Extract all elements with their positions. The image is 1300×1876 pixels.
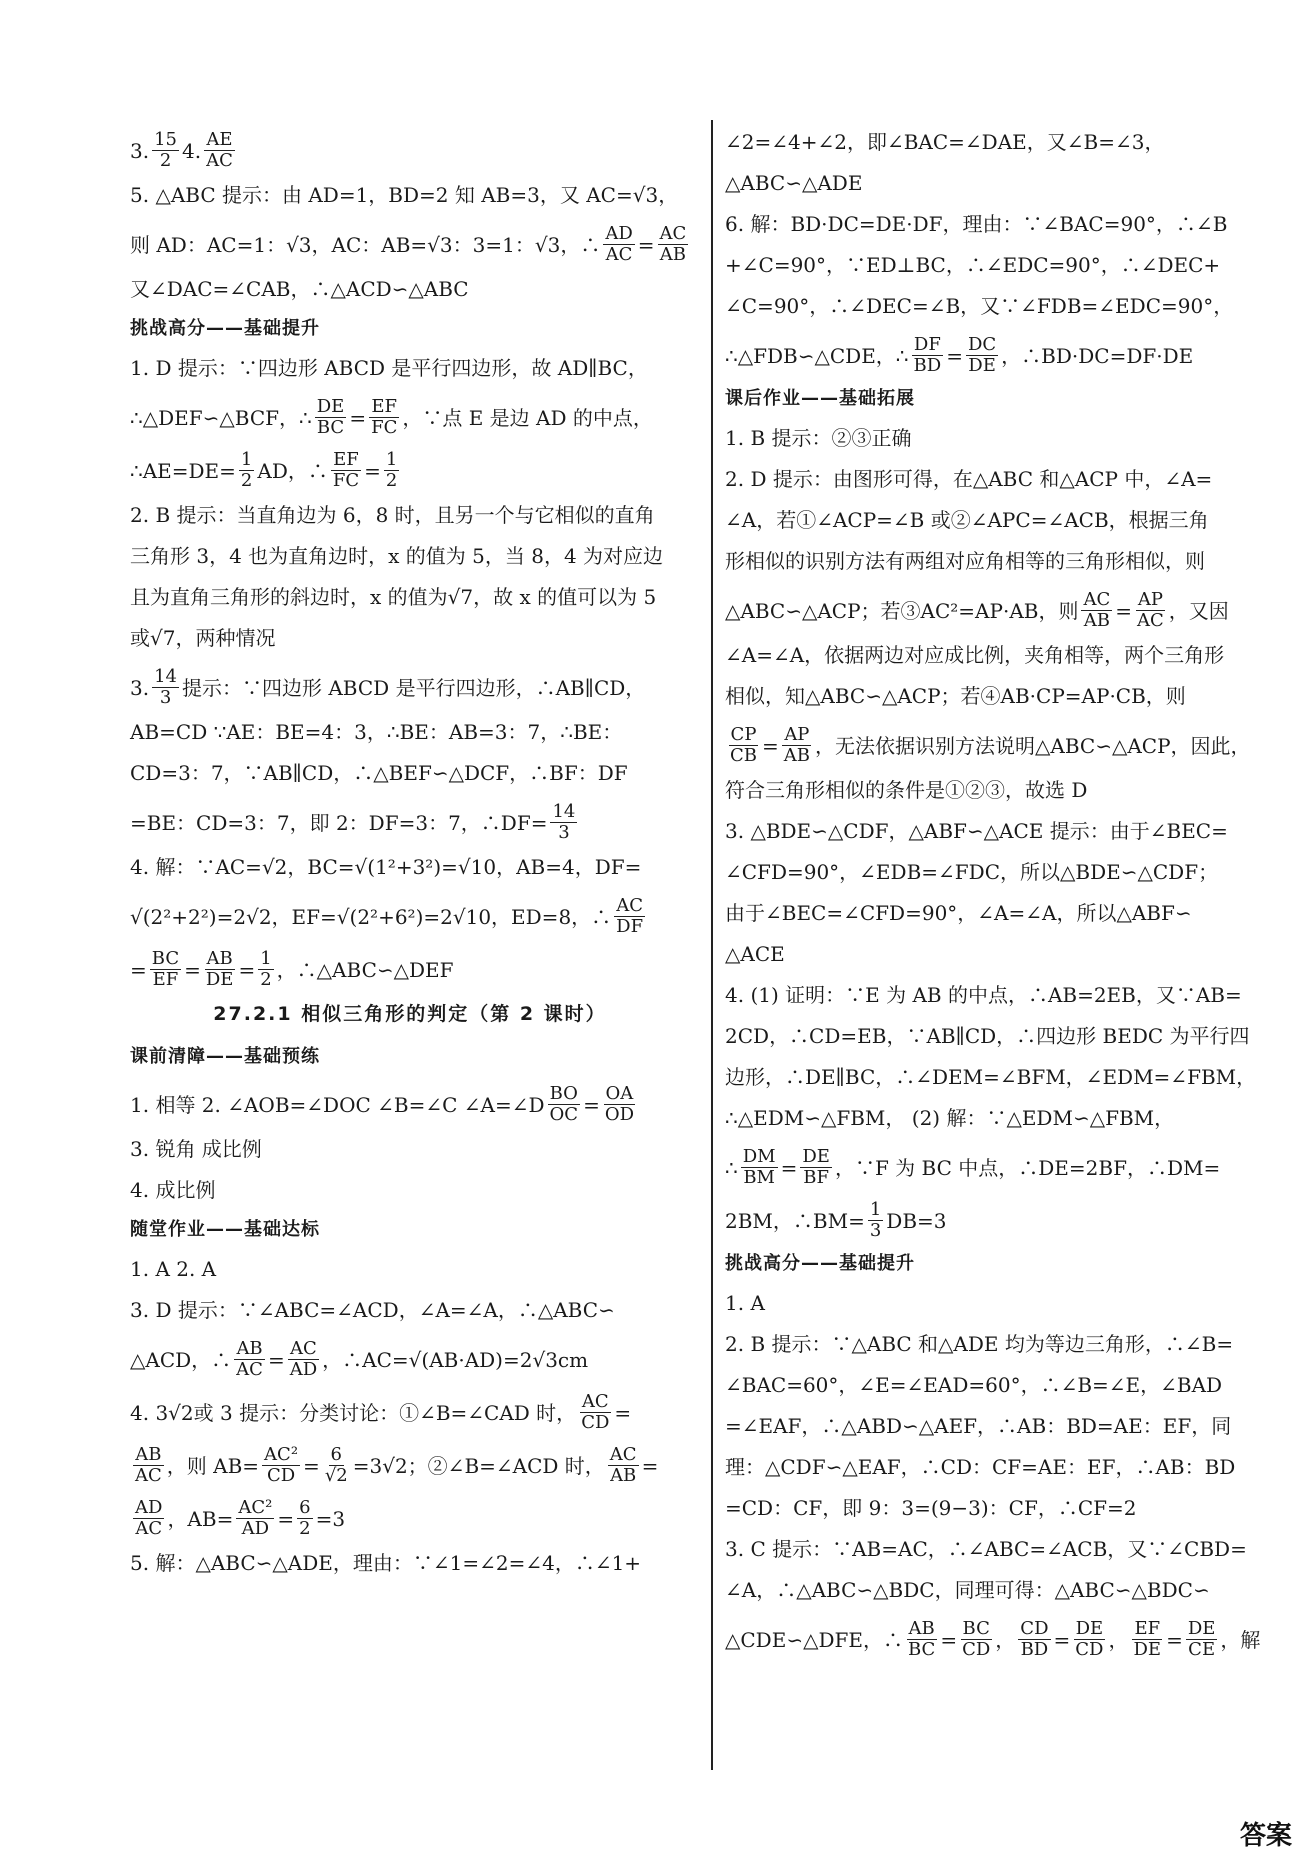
answer-line: 5. △ABC 提示：由 AD=1，BD=2 知 AB=3，又 AC=√3， [130,183,679,207]
answer-line: 三角形 3，4 也为直角边时，x 的值为 5，当 8，4 为对应边 [130,544,664,568]
lesson-title: 27.2.1 相似三角形的判定（第 2 课时） [213,1003,607,1025]
answer-line: AB=CD ∵AE：BE=4：3，∴BE：AB=3：7，∴BE： [130,720,623,744]
answer-line: 1. A [725,1291,765,1315]
answer-line: ∴△EDM∽△FBM， (2) 解：∵△EDM∽△FBM， [725,1106,1175,1130]
answer-line: +∠C=90°，∵ED⊥BC，∴∠EDC=90°，∴∠DEC+ [725,253,1221,277]
column-divider [711,120,713,1770]
answer-line: 1. 相等 2. ∠AOB=∠DOC ∠B=∠C ∠A=∠D $\frac{BO}{OC}$ = $\frac{OA}{OD}$ [130,1083,635,1125]
answer-line: ∠A，若①∠ACP=∠B 或②∠APC=∠ACB，根据三角 [725,508,1209,532]
answer-line: ∠BAC=60°，∠E=∠EAD=60°，∴∠B=∠E，∠BAD [725,1373,1223,1397]
answer-line: 理：△CDF∽△EAF，∴CD：CF=AE：EF，∴AB：BD [725,1455,1236,1479]
answer-line: =∠EAF，∴△ABD∽△AEF，∴AB：BD=AE：EF，同 [725,1414,1232,1438]
answer-line: 4. 解：∵AC=√2，BC=√(1²+3²)=√10，AB=4，DF= [130,855,642,879]
answer-line: 2. D 提示：由图形可得，在△ABC 和△ACP 中，∠A= [725,467,1213,491]
answer-line: 且为直角三角形的斜边时，x 的值为√7，故 x 的值可以为 5 [130,585,657,609]
section-heading: 随堂作业——基础达标 [130,1219,320,1240]
answer-line: 3. △BDE∽△CDF，△ABF∽△ACE 提示：由于∠BEC= [725,819,1228,843]
answer-line: 边形，∴DE∥BC，∴∠DEM=∠BFM，∠EDM=∠FBM， [725,1065,1257,1089]
page-tag: 答案 [1240,1821,1293,1851]
answer-line: 符合三角形相似的条件是①②③，故选 D [725,778,1088,802]
answer-line: 3. 锐角 成比例 [130,1137,262,1161]
answer-line: △ACD，∴ $\frac{AB}{AC}$ = $\frac{AC}{AD}$ ，∴AC=√(AB·AD)=2√3cm [130,1338,589,1380]
answer-line: △ABC∽△ADE [725,171,863,195]
answer-line: $\frac{AB}{AC}$ ，则 AB= $\frac{\text{AC²}}{CD}$ = $\frac{6}{√2}$ =3√2；②∠B=∠ACD 时， $\frac{AC}{AB}$ = [135,1444,659,1486]
answer-line: ∴AE=DE= $\frac{1}{2}$ AD，∴ $\frac{EF}{FC}$ = $\frac{1}{2}$ [130,449,398,491]
answer-line: 1. A 2. A [130,1257,217,1281]
answer-line: 相似，知△ABC∽△ACP；若④AB·CP=AP·CB，则 [725,684,1186,708]
answer-line: 2CD，∴CD=EB，∵AB∥CD，∴四边形 BEDC 为平行四 [725,1024,1250,1048]
answer-line: ∠C=90°，∴∠DEC=∠B，又∵∠FDB=∠EDC=90°， [725,294,1234,318]
answer-line: 1. B 提示：②③正确 [725,426,912,450]
answer-line: CD=3：7，∵AB∥CD，∴△BEF∽△DCF，∴BF：DF [130,761,628,785]
answer-line: 3. $\frac{15}{2}$ 4. $\frac{AE}{AC}$ [130,129,233,171]
answer-line: 1. D 提示：∵四边形 ABCD 是平行四边形，故 AD∥BC， [130,356,648,380]
answer-line: 或√7，两种情况 [130,626,276,650]
right-column [725,130,1283,1672]
answer-line: = $\frac{BC}{EF}$ = $\frac{AB}{DE}$ = $\frac{1}{2}$ ，∴△ABC∽△DEF [130,948,454,990]
section-heading: 挑战高分——基础提升 [130,318,320,339]
answer-line: 2. B 提示：当直角边为 6，8 时，且另一个与它相似的直角 [130,503,655,527]
answer-line: =BE：CD=3：7，即 2：DF=3：7，∴DF= $\frac{14}{3}$ [130,801,576,843]
answer-line: 形相似的识别方法有两组对应角相等的三角形相似，则 [725,549,1205,573]
answer-line: =CD：CF，即 9：3=(9−3)：CF，∴CF=2 [725,1496,1137,1520]
answer-line: △ACE [725,942,785,966]
answer-line: 4. (1) 证明：∵E 为 AB 的中点，∴AB=2EB，又∵AB= [725,983,1242,1007]
answer-line: 由于∠BEC=∠CFD=90°，∠A=∠A，所以△ABF∽ [725,901,1192,925]
answer-line: 2. B 提示：∵△ABC 和△ADE 均为等边三角形，∴∠B= [725,1332,1234,1356]
answer-line: ∴△DEF∽△BCF，∴ $\frac{DE}{BC}$ = $\frac{EF}{FC}$ ，∵点 E 是边 AD 的中点， [130,396,653,438]
answer-line: ∠A=∠A，依据两边对应成比例，夹角相等，两个三角形 [725,643,1225,667]
section-heading: 挑战高分——基础提升 [725,1253,915,1274]
answer-line: $\frac{AD}{AC}$ ，AB= $\frac{\text{AC²}}{AD}$ = $\frac{6}{2}$ =3 [135,1497,346,1539]
answer-line: 又∠DAC=∠CAB，∴△ACD∽△ABC [130,277,469,301]
answer-line: ∠A，∴△ABC∽△BDC，同理可得：△ABC∽△BDC∽ [725,1578,1210,1602]
answer-line: 3. D 提示：∵∠ABC=∠ACD，∠A=∠A，∴△ABC∽ [130,1298,615,1322]
answer-line: $\frac{CP}{CB}$ = $\frac{AP}{AB}$ ，无法依据识别方法说明△ABC∽△ACP，因此， [730,724,1251,766]
section-heading: 课后作业——基础拓展 [725,388,915,409]
answer-line: 则 AD：AC=1：√3，AC：AB=√3：3=1：√3，∴ $\frac{AD}{AC}$ = $\frac{AC}{AB}$ [130,223,687,265]
answer-line: 6. 解：BD·DC=DE·DF，理由：∵∠BAC=90°，∴∠B [725,212,1228,236]
answer-line: △ABC∽△ACP；若③AC²=AP·AB，则 $\frac{AC}{AB}$ = $\frac{AP}{AC}$ ，又因 [725,589,1229,631]
answer-line: ∴△FDB∽△CDE，∴ $\frac{DF}{BD}$ = $\frac{DC}{DE}$ ，∴BD·DC=DF·DE [725,334,1194,376]
answer-line: 4. 成比例 [130,1178,216,1202]
answer-line: 2BM，∴BM= $\frac{1}{3}$ DB=3 [725,1199,947,1241]
answer-line: △CDE∽△DFE，∴ $\frac{AB}{BC}$ = $\frac{BC}{CD}$ ， $\frac{CD}{BD}$ = $\frac{DE}{CD}$ ， $\frac{EF}{DE}$ = $\frac{DE}{CE}$ ，解 [725,1618,1261,1660]
answer-line: 5. 解：△ABC∽△ADE，理由：∵∠1=∠2=∠4，∴∠1+ [130,1551,642,1575]
answer-line: 4. 3√2或 3 提示：分类讨论：①∠B=∠CAD 时， $\frac{AC}{CD}$ = [130,1391,632,1433]
answer-line: ∠2=∠4+∠2，即∠BAC=∠DAE，又∠B=∠3， [725,130,1165,154]
left-column [130,130,690,1592]
answer-line: ∴ $\frac{DM}{BM}$ = $\frac{DE}{BF}$ ，∵F 为 BC 中点，∴DE=2BF，∴DM= [725,1146,1221,1188]
answer-line: 3. $\frac{14}{3}$ 提示：∵四边形 ABCD 是平行四边形，∴AB∥CD， [130,666,646,708]
answer-line: 3. C 提示：∵AB=AC，∴∠ABC=∠ACB，又∵∠CBD= [725,1537,1247,1561]
answer-line: ∠CFD=90°，∠EDB=∠FDC，所以△BDE∽△CDF； [725,860,1219,884]
section-heading: 课前清障——基础预练 [130,1046,320,1067]
answer-line: √(2²+2²)=2√2，EF=√(2²+6²)=2√10，ED=8，∴ $\frac{AC}{DF}$ [130,895,644,937]
